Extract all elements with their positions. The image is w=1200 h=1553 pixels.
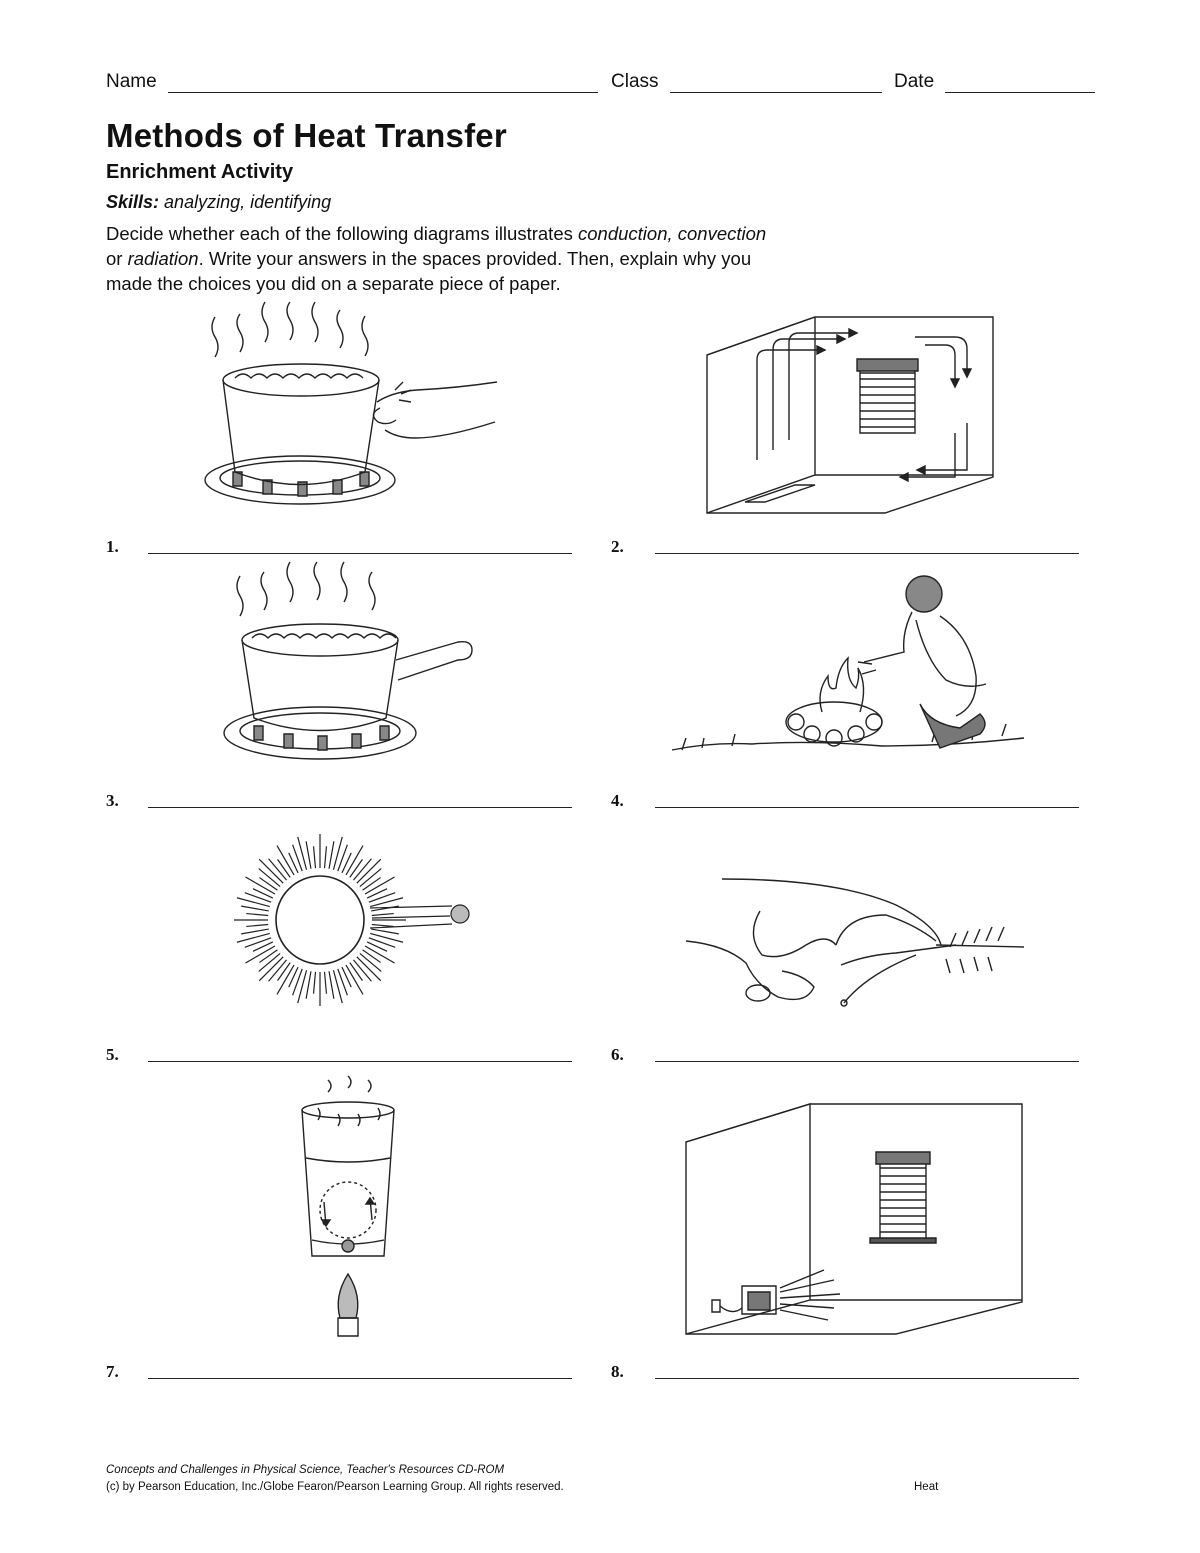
sun-ray xyxy=(241,929,269,934)
footer-source: Concepts and Challenges in Physical Science, Teacher's Resources CD-ROM xyxy=(106,1464,505,1476)
page-title: Methods of Heat Transfer xyxy=(106,117,507,154)
pot-handle-burner-illustration xyxy=(222,568,482,768)
item-number-5: 5. xyxy=(106,1045,119,1064)
sun-ray xyxy=(237,898,270,907)
sun-ray xyxy=(325,972,327,994)
answer-field-4[interactable] xyxy=(655,789,1079,808)
instr-text-4: made the choices you did on a separate piece of paper. xyxy=(106,273,561,294)
sun-ray xyxy=(314,846,316,868)
room-air-current-illustration xyxy=(705,315,997,515)
sun-ray xyxy=(259,878,277,891)
sun-rays xyxy=(234,834,406,1006)
sun-ray xyxy=(278,963,291,981)
sun-ray xyxy=(372,914,394,916)
sun-ray xyxy=(241,906,269,911)
beaker-flame-illustration xyxy=(298,1080,402,1340)
sun-ray xyxy=(259,950,277,963)
skills-line xyxy=(106,192,331,213)
footer-copyright: (c) by Pearson Education, Inc./Globe Fearon/Pearson Learning Group. All rights reserved. xyxy=(106,1481,564,1493)
sun-ray xyxy=(350,859,363,877)
answer-field-8[interactable] xyxy=(655,1360,1079,1379)
sun-ray xyxy=(370,933,403,942)
sun-ray xyxy=(370,898,403,907)
sun-ray xyxy=(306,971,311,999)
answer-field-6[interactable] xyxy=(655,1043,1079,1062)
sun-ray xyxy=(329,971,334,999)
item-number-1: 1. xyxy=(106,537,119,556)
sun-ray xyxy=(333,970,342,1003)
item-number-7: 7. xyxy=(106,1362,119,1381)
sun-ray xyxy=(363,878,381,891)
sun-ray xyxy=(246,925,268,927)
class-label: Class xyxy=(611,71,659,92)
sun-ray xyxy=(372,925,394,927)
page-subtitle: Enrichment Activity xyxy=(106,161,294,183)
item-number-2: 2. xyxy=(611,537,624,556)
room-space-heater-illustration xyxy=(684,1102,1024,1336)
sun-ray xyxy=(298,837,307,870)
hand-heated-wire-illustration xyxy=(686,875,1024,1020)
sun-ray xyxy=(363,950,381,963)
name-label: Name xyxy=(106,71,157,92)
person-campfire-illustration xyxy=(672,572,1024,770)
sun-ray xyxy=(298,970,307,1003)
answer-field-1[interactable] xyxy=(148,535,572,554)
sun-ray xyxy=(237,933,270,942)
item-number-6: 6. xyxy=(611,1045,624,1064)
answer-field-5[interactable] xyxy=(148,1043,572,1062)
instructions xyxy=(106,221,896,296)
item-number-8: 8. xyxy=(611,1362,624,1381)
skills-value: analyzing, identifying xyxy=(164,192,332,212)
sun-earth-illustration xyxy=(220,828,482,1018)
item-number-3: 3. xyxy=(106,791,119,810)
pot-burner-hand-illustration xyxy=(195,312,515,512)
date-label: Date xyxy=(894,71,935,92)
answer-field-7[interactable] xyxy=(148,1360,572,1379)
sun-ray xyxy=(371,929,399,934)
footer-subject: Heat xyxy=(914,1481,939,1493)
sun-ray xyxy=(350,963,363,981)
sun-ray xyxy=(333,837,342,870)
instr-text-3: . Write your answers in the spaces provided. Then, explain why you xyxy=(198,248,752,269)
instr-term-1: conduction, convection xyxy=(578,223,767,244)
instr-term-2: radiation xyxy=(127,248,199,269)
item-number-4: 4. xyxy=(611,791,624,810)
sun-ray xyxy=(325,846,327,868)
name-field[interactable] xyxy=(168,72,598,93)
instr-text-2: or xyxy=(106,248,128,269)
class-field[interactable] xyxy=(670,72,882,93)
answer-field-3[interactable] xyxy=(148,789,572,808)
sun-ray xyxy=(314,972,316,994)
instr-text-1: Decide whether each of the following diagrams illustrates xyxy=(106,223,578,244)
sun-ray xyxy=(306,841,311,869)
sun-ray xyxy=(246,914,268,916)
skills-label: Skills: xyxy=(106,192,160,212)
sun-ray xyxy=(329,841,334,869)
answer-field-2[interactable] xyxy=(655,535,1079,554)
date-field[interactable] xyxy=(945,72,1095,93)
sun-ray xyxy=(278,859,291,877)
